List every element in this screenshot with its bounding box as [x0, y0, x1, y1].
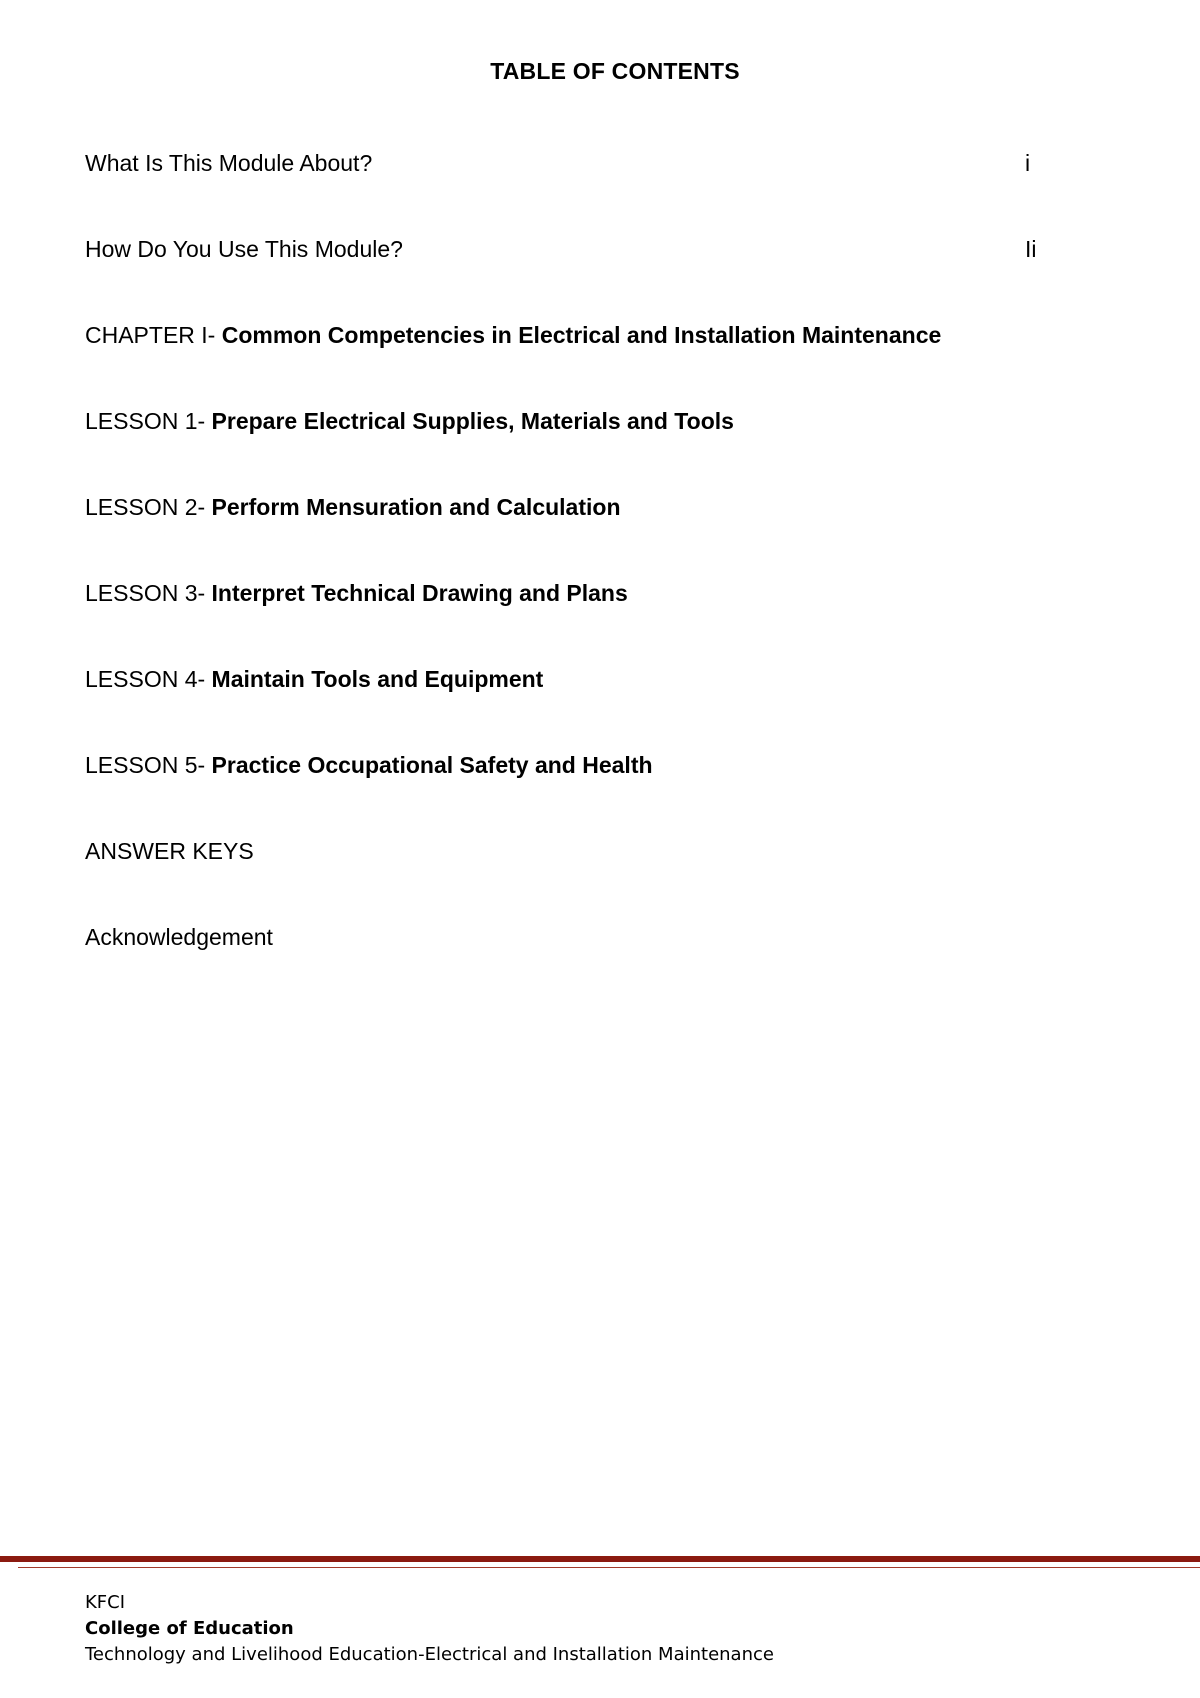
- toc-entry-label: LESSON 5-: [85, 752, 212, 778]
- toc-entry-title: Perform Mensuration and Calculation: [211, 494, 621, 520]
- toc-entry-label: ANSWER KEYS: [85, 838, 254, 864]
- toc-entry-title: Prepare Electrical Supplies, Materials and Tools: [211, 408, 734, 434]
- toc-entry-lesson-3[interactable]: [85, 576, 1085, 662]
- toc-entry-label: LESSON 4-: [85, 666, 212, 692]
- footer-institution: KFCI: [85, 1592, 126, 1613]
- toc-entry-module-about[interactable]: [85, 146, 1085, 232]
- toc-page-number: Ii: [1025, 236, 1037, 262]
- toc-entry-answer-keys[interactable]: [85, 834, 1085, 920]
- toc-entry-label: CHAPTER I-: [85, 322, 222, 348]
- toc-entry-lesson-4[interactable]: [85, 662, 1085, 748]
- toc-entry-label: LESSON 2-: [85, 494, 212, 520]
- toc-entry-label: How Do You Use This Module?: [85, 236, 403, 262]
- toc-entry-lesson-1[interactable]: [85, 404, 1085, 490]
- footer-divider-thin: [18, 1567, 1200, 1568]
- toc-entry-lesson-2[interactable]: [85, 490, 1085, 576]
- table-of-contents: [85, 146, 1085, 1006]
- toc-entry-chapter-1[interactable]: [85, 318, 1085, 404]
- page-title: TABLE OF CONTENTS: [490, 58, 740, 84]
- page-footer: [85, 1590, 774, 1668]
- toc-entry-how-to-use[interactable]: [85, 232, 1085, 318]
- toc-entry-label: LESSON 3-: [85, 580, 212, 606]
- toc-entry-acknowledgement[interactable]: [85, 920, 1085, 1006]
- toc-entry-title: Common Competencies in Electrical and Installation Maintenance: [221, 322, 942, 348]
- toc-page-number: i: [1025, 150, 1031, 176]
- toc-entry-label: LESSON 1-: [85, 408, 212, 434]
- toc-entry-label: Acknowledgement: [85, 924, 273, 950]
- toc-entry-label: What Is This Module About?: [85, 150, 373, 176]
- toc-entry-title: Maintain Tools and Equipment: [211, 666, 544, 692]
- footer-college: College of Education: [85, 1618, 294, 1639]
- toc-entry-title: Practice Occupational Safety and Health: [211, 752, 653, 778]
- footer-divider-thick: [0, 1556, 1200, 1562]
- toc-entry-title: Interpret Technical Drawing and Plans: [211, 580, 628, 606]
- footer-program: Technology and Livelihood Education-Electrical and Installation Maintenance: [85, 1644, 774, 1665]
- toc-entry-lesson-5[interactable]: [85, 748, 1085, 834]
